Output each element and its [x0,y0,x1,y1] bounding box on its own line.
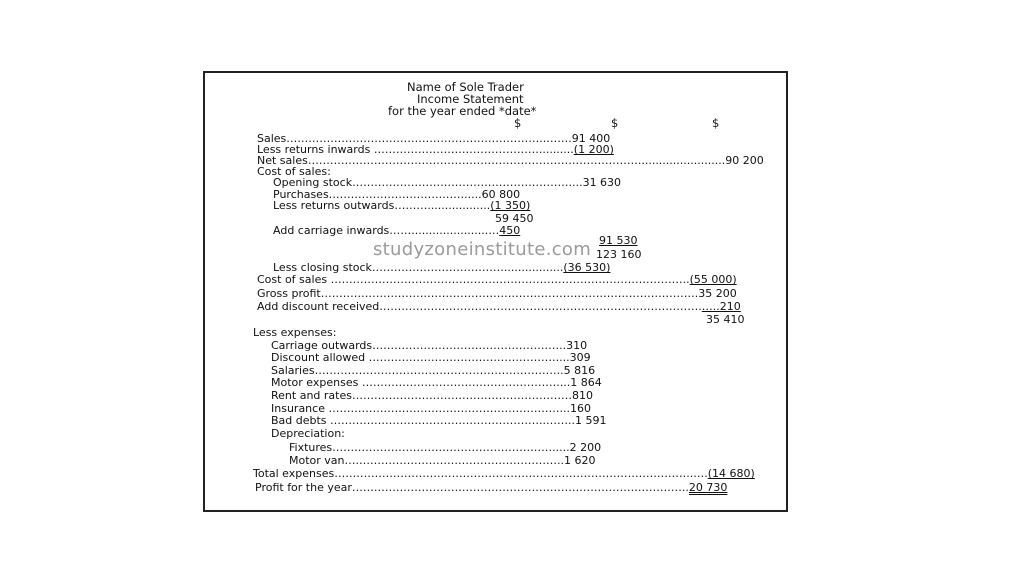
row-total-expenses [253,468,755,480]
row-subtotal-2: 123 160 [596,248,642,261]
row-bad-debts: Bad debts …………………………………………………..……..1 591 [271,414,607,427]
row-profit-for-year [255,482,727,494]
column-header-3: $ [712,116,720,130]
row-label: Add carriage inwards……......................… [273,224,500,237]
row-insurance: Insurance ………………………………………………………...160 [271,402,591,415]
column-header-1: $ [514,116,522,130]
row-value: 20 730 [688,481,728,494]
row-fixtures: Fixtures…………………………………………………….....2 200 [289,441,602,454]
watermark-text: studyzoneinstitute.com [373,239,592,260]
row-value: …..210 [701,300,741,313]
row-carriage-inwards [273,225,520,237]
row-value: (1 350) [490,199,531,212]
trader-name: Name of Sole Trader [407,80,524,94]
row-sales: Sales……………………………………………………………..…….91 400 [257,132,611,145]
column-header-2: $ [611,116,619,130]
row-expenses-heading: Less expenses: [253,326,337,339]
row-value: (55 000) [689,273,737,286]
row-subtotal-1: 91 530 [599,234,638,247]
row-salaries: Salaries…………………………………………………………..5 816 [271,364,596,377]
row-opening-stock: Opening stock……………………………………………………...31 630 [273,176,622,189]
row-returns-outwards [273,200,530,212]
row-label: Less returns inwards ……………………………………….......... [257,143,574,156]
row-label: Profit for the year……………………………………………………………………………….. [255,481,689,494]
row-label: Less closing stock………………………………................. [273,261,564,274]
row-discount-allowed: Discount allowed ……………………………………………....309 [271,351,591,364]
income-statement [203,71,788,512]
row-carriage-outwards: Carriage outwards……………………………………………..310 [271,339,588,352]
row-depreciation-heading: Depreciation: [271,427,345,440]
row-purchases: Purchases………………………….…….....60 800 [273,188,521,201]
statement-period: for the year ended *date* [388,104,537,118]
row-discount-received [257,301,741,313]
row-value: (36 530) [563,261,611,274]
row-label: Add discount received……………………………………………………………………………. [257,300,702,313]
row-rent-and-rates: Rent and rates……………………………………………………810 [271,389,593,402]
row-motor-expenses: Motor expenses ………………………………………………...1 864 [271,376,602,389]
row-net-sales: Net sales……………………………………………………………………………….........................90 200 [257,154,764,167]
row-subtotal-3: 35 410 [706,313,745,326]
row-subtotal-purchases: 59 450 [495,212,534,225]
statement-title: Income Statement [417,92,524,106]
row-cost-of-sales-heading: Cost of sales: [257,165,331,178]
row-label: Total expenses……………………………………………………………………………………..…. [253,467,708,480]
row-value: 450 [499,224,521,237]
row-label: Cost of sales …………………………………………………………………………………….. [257,273,690,286]
row-motor-van: Motor van….………………………………………………..1 620 [289,454,596,467]
row-label: Less returns outwards……….................. [273,199,491,212]
row-cost-of-sales [257,274,737,286]
row-gross-profit: Gross profit………………………………………………………………………………………….35 200 [257,287,737,300]
row-value: (1 200) [573,143,614,156]
row-value: (14 680) [707,467,755,480]
